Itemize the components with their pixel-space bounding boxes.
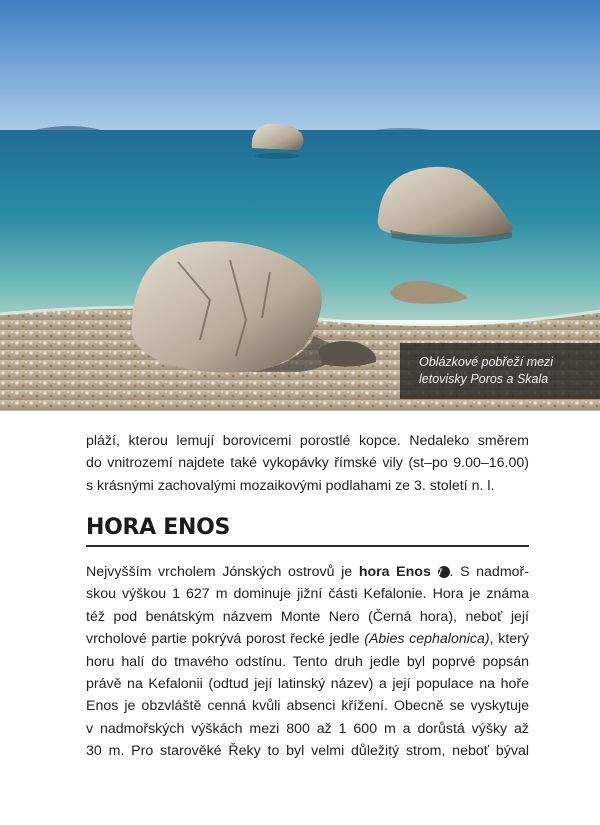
intro-paragraph — [86, 430, 529, 497]
place-name: hora Enos — [358, 564, 431, 580]
latin-name: (Abies cephalonica) — [364, 631, 490, 648]
text-run: , který — [489, 631, 529, 648]
text-line: též pod benátským názvem Monte Nero (Černá hora), neboť její — [86, 608, 529, 625]
text-line: do vnitrozemí najdete také vykopávky římské vily (st–po 9.00–16.00) — [86, 455, 529, 472]
heading-rule — [86, 545, 529, 547]
map-marker-icon: 7 — [438, 566, 450, 578]
text-line — [86, 628, 529, 650]
text-run: Nejvyšším vrcholem Jónských ostrovů je — [86, 564, 359, 580]
text-line: s krásnými zachovalými mozaikovými podlahami ze 3. století n. l. — [86, 477, 495, 494]
section-paragraph — [86, 561, 529, 763]
caption-line: Oblázkové pobřeží mezi — [419, 355, 554, 369]
text-line: pláží, kterou lemují borovicemi porostlé kopce. Nedaleko směrem — [86, 433, 529, 449]
text-line: právě na Kefalonii (odtud její latinský název) a její populace na hoře — [86, 676, 529, 693]
text-line: skou výškou 1 627 m dominuje jižní části Kefalonie. Hora je známa — [86, 586, 529, 603]
text-line: v nadmořských výškách mezi 800 až 1 600 m a dorůstá výšky až — [86, 720, 529, 737]
text-run: vrcholové partie pokrývá porost řecké jedle — [86, 631, 365, 648]
text-line: Enos je obzvláště cenná kvůli absenci křížení. Obecně se vyskytuje — [86, 698, 529, 715]
text-line: 30 m. Pro starověké Řeky to byl velmi důležitý strom, neboť býval — [86, 743, 529, 760]
section-heading: HORA ENOS — [86, 515, 231, 540]
coast-photo — [0, 0, 600, 411]
photo-caption — [400, 343, 600, 399]
text-line: horu halí do tmavého odstínu. Tento druh jedle byl poprvé popsán — [86, 653, 529, 670]
caption-line: letovisky Poros a Skala — [419, 372, 549, 386]
text-line — [86, 561, 529, 583]
text-run: . S nadmoř- — [449, 564, 529, 580]
